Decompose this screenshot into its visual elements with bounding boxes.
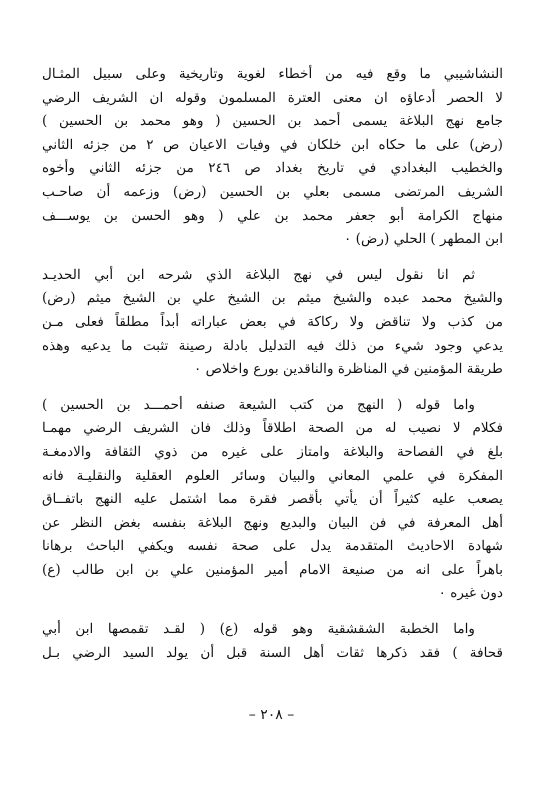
text-line: والشيخ محمد عبده والشيخ ميثم بن الشيخ علي بن الشيخ ميثم (رض) <box>42 290 503 307</box>
text-line: يصعب عليه كثيراً أن يأتي بأقصر فقرة مما اشتمل عليه النهج باتفــاق <box>42 491 503 508</box>
text-line: النشاشيبي ما وقع فيه من أخطاء لغوية وتاريخية وعلى سبيل المثـال <box>42 66 503 82</box>
text-line: الشريف المرتضى مسمى بعلي بن الحسين (رض) وزعمه أن صاحـب <box>42 183 503 200</box>
text-line: واما قوله ( النهج من كتب الشيعة صنفه أحمـــد بن الحسين ) <box>42 396 475 413</box>
paragraph-4 <box>42 618 503 665</box>
text-line: قحافة ) فقد ذكرها ثقات أهل السنة قبل أن يولد السيد الرضي بـل <box>42 644 503 661</box>
text-line: (رض) على ما حكاه ابن خلكان في وفيات الاعيان ص ٢ من جزئه الثاني <box>42 136 503 153</box>
text-line: والخطيب البغدادي في تاريخ بغداد ص ٢٤٦ من جزئه الثاني وأخوه <box>42 160 503 177</box>
text-line: واما الخطبة الشقشقية وهو قوله (ع) ( لقـد تقمصها ابن أبي <box>42 621 475 638</box>
text-line: طريقة المؤمنين في المناظرة والناقدين بورع واخلاص ٠ <box>193 361 503 378</box>
text-line: شهادة الاحاديث المتقدمة يدل على صحة نفسه ويكفي الباحث برهانا <box>42 538 503 555</box>
text-line: ابن المطهر ) الحلي (رض) ٠ <box>344 231 503 248</box>
text-line: ثم انا نقول ليس في نهج البلاغة الذي شرحه ابن أبي الحديـد <box>42 266 475 283</box>
page-number: – ٢٠٨ – <box>248 707 295 723</box>
text-line: من كذب ولا تناقض ولا ركاكة في بعض عباراته أبداً مطلقاً فعلى مـن <box>42 313 503 330</box>
paragraph-3 <box>42 394 503 606</box>
text-line: المفكرة في علمي المعاني والبيان وسائر العلوم العقلية والنقليـة فانه <box>42 467 503 484</box>
text-line: بلغ في الفصاحة والبلاغة وامتاز على غيره من ذوي الثقافة والادمغـة <box>42 443 503 460</box>
page-body <box>42 63 503 665</box>
text-line: دون غيره ٠ <box>438 585 503 602</box>
text-line: باهراً على انه من صنيعة الامام أمير المؤمنين علي بن ابن طالب (ع) <box>42 561 503 578</box>
text-line: فكلام لا نصيب له من الصحة اطلاقاً وذلك فان الشريف الرضي مهمـا <box>42 420 503 437</box>
text-line: جامع نهج البلاغة يسمى أحمد بن الحسين ( وهو محمد بن الحسين ) <box>42 113 503 130</box>
text-line: لا الحصر أدعاؤه ان معنى العترة المسلمون وقوله ان الشريف الرضي <box>42 89 503 106</box>
paragraph-2 <box>42 264 503 382</box>
paragraph-1 <box>42 63 503 252</box>
text-line: يدعي وجود شيء من ذلك فيه التدليل بادلة رصينة تثبت ما يدعيه وهذه <box>42 337 503 354</box>
text-line: منهاج الكرامة أبو جعفر محمد بن علي ( وهو الحسن بن يوســـف <box>42 207 503 224</box>
text-line: أهل المعرفة في فن البيان والبديع ونهج البلاغة بنفسه بغض النظر عن <box>42 514 503 531</box>
